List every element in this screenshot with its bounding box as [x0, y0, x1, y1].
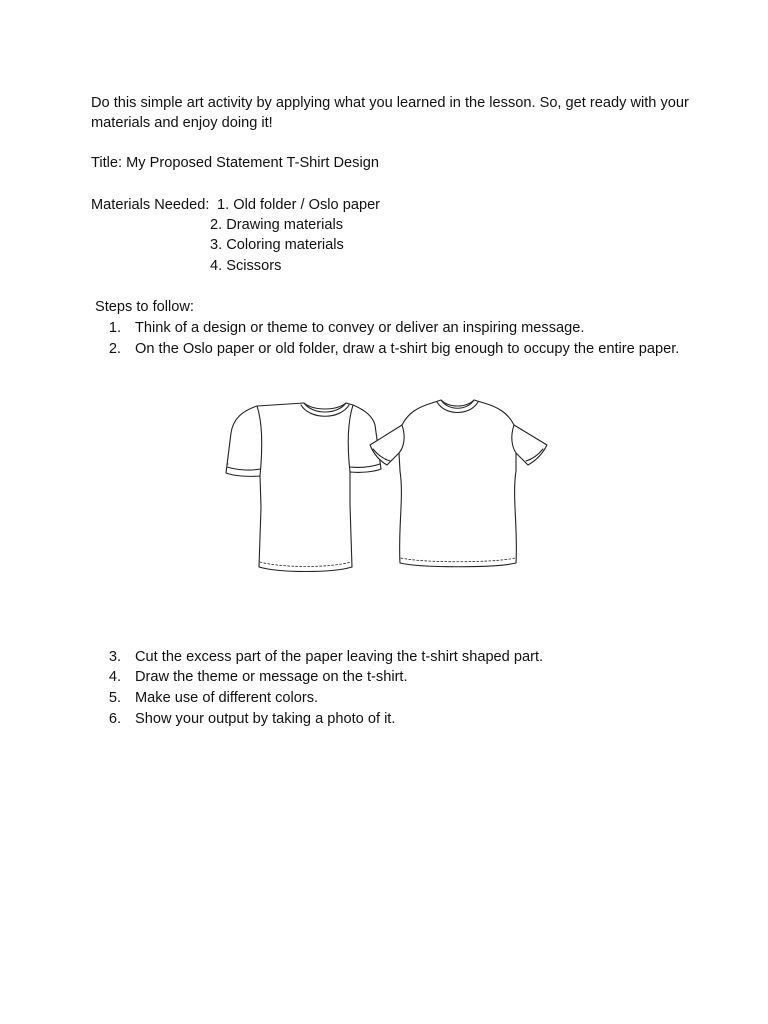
tshirt-illustrations — [222, 397, 554, 577]
step-number: 6. — [108, 711, 121, 727]
step-text: Draw the theme or message on the t-shirt. — [135, 669, 408, 685]
steps-heading: Steps to follow: — [95, 299, 194, 315]
step-number: 3. — [108, 649, 121, 665]
step-number: 4. — [108, 669, 121, 685]
step-text: Make use of different colors. — [135, 690, 319, 706]
materials-label: Materials Needed: — [91, 197, 210, 213]
step-text: Cut the excess part of the paper leaving the t-shirt shaped part. — [135, 649, 544, 665]
material-item: 3. Coloring materials — [210, 237, 344, 253]
activity-title: Title: My Proposed Statement T-Shirt Design — [91, 155, 379, 171]
step-text: Show your output by taking a photo of it. — [135, 711, 396, 727]
step-number: 1. — [108, 320, 121, 336]
material-item: 4. Scissors — [210, 258, 282, 274]
step-text: On the Oslo paper or old folder, draw a t-shirt big enough to occupy the entire paper. — [135, 341, 680, 357]
material-item: 2. Drawing materials — [210, 217, 344, 233]
step-text: Think of a design or theme to convey or deliver an inspiring message. — [135, 320, 585, 336]
step-number: 5. — [108, 690, 121, 706]
intro-paragraph: Do this simple art activity by applying what you learned in the lesson. So, get ready with your materials and enjoy doing it! — [91, 95, 689, 131]
tshirt-fitted-icon — [370, 400, 547, 567]
step-number: 2. — [108, 341, 121, 357]
material-item: 1. Old folder / Oslo paper — [217, 197, 381, 213]
tshirt-unisex-icon — [226, 403, 381, 572]
